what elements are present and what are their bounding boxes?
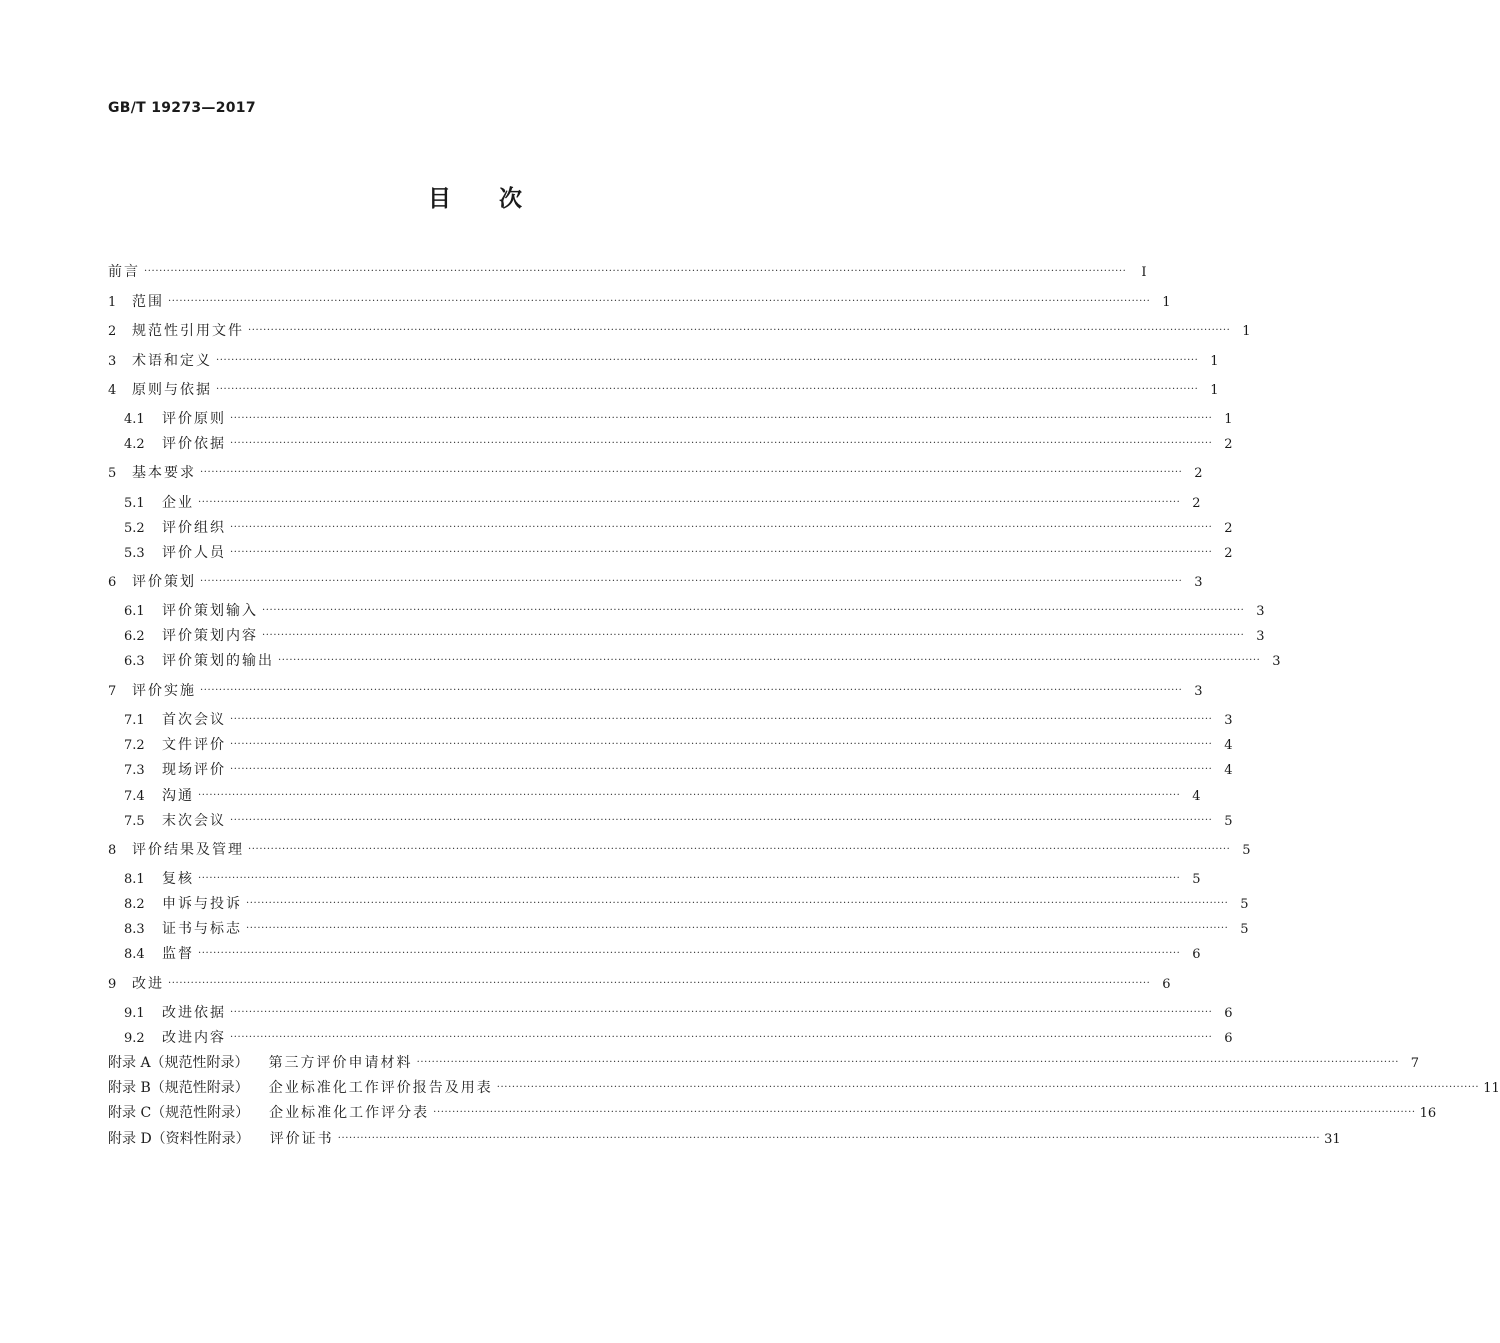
toc-entry-title: 前言 [108, 264, 140, 280]
toc-entry[interactable] [124, 601, 1265, 621]
toc-entry[interactable] [108, 380, 1219, 400]
toc-entry-number: 附录 A（规范性附录） [108, 1055, 249, 1071]
dot-leader: ···································································································································································································································································· [246, 898, 1229, 909]
toc-entry-page: 16 [1419, 1106, 1437, 1121]
toc-entry-page: 5 [1240, 922, 1249, 937]
toc-entry-title: 范围 [132, 294, 164, 310]
toc-entry-page: 3 [1272, 654, 1281, 669]
toc-entry-number: 8.2 [124, 897, 145, 912]
toc-entry-page: 1 [1210, 354, 1219, 369]
toc-entry[interactable] [124, 944, 1201, 964]
dot-leader: ···································································································································································································································································· [230, 547, 1213, 558]
toc-entry[interactable] [124, 1028, 1233, 1048]
dot-leader: ···································································································································································································································································· [230, 522, 1213, 533]
toc-entry-title: 改进依据 [162, 1005, 226, 1021]
page-title: 目次 [428, 186, 570, 212]
toc-entry[interactable] [124, 919, 1249, 939]
toc-entry-title: 文件评价 [162, 737, 226, 753]
toc-entry-page: 2 [1224, 521, 1233, 536]
toc-entry-title: 术语和定义 [132, 353, 212, 369]
toc-entry[interactable] [108, 262, 1147, 282]
toc-entry-number: 2 [108, 324, 117, 339]
toc-entry-page: 4 [1192, 789, 1201, 804]
toc-entry[interactable] [124, 710, 1233, 730]
toc-entry-number: 6.1 [124, 604, 145, 619]
toc-entry[interactable] [124, 869, 1201, 889]
toc-entry-number: 5 [108, 466, 117, 481]
toc-entry-title: 基本要求 [132, 465, 196, 481]
toc-entry-number: 9.2 [124, 1031, 145, 1046]
toc-entry[interactable] [108, 463, 1203, 483]
toc-entry[interactable] [124, 626, 1265, 646]
toc-entry[interactable] [108, 974, 1171, 994]
dot-leader: ···································································································································································································································································· [416, 1057, 1400, 1068]
toc-entry-page: 5 [1192, 872, 1201, 887]
toc-entry-title: 评价策划输入 [162, 603, 258, 619]
toc-entry-title: 规范性引用文件 [132, 323, 244, 339]
toc-entry-page: 3 [1224, 713, 1233, 728]
toc-entry[interactable] [124, 651, 1281, 671]
toc-entry[interactable] [124, 811, 1233, 831]
document-code: GB/T 19273—2017 [108, 100, 256, 116]
toc-entry-page: 11 [1483, 1081, 1500, 1096]
toc-entry-title: 评价策划内容 [162, 628, 258, 644]
dot-leader: ···································································································································································································································································· [262, 605, 1245, 616]
toc-entry[interactable] [108, 1129, 1341, 1149]
toc-entry[interactable] [124, 409, 1233, 429]
toc-entry[interactable] [124, 735, 1233, 755]
toc-entry-number: 7 [108, 684, 117, 699]
toc-entry-title: 第三方评价申请材料 [268, 1055, 413, 1071]
toc-entry[interactable] [124, 786, 1201, 806]
toc-entry-page: 6 [1224, 1031, 1233, 1046]
toc-entry-title: 评价依据 [162, 436, 226, 452]
toc-entry[interactable] [108, 1078, 1500, 1098]
dot-leader: ···································································································································································································································································· [230, 1032, 1213, 1043]
toc-entry-title: 改进 [132, 976, 164, 992]
toc-entry[interactable] [108, 321, 1251, 341]
toc-entry-title: 企业标准化工作评价报告及用表 [268, 1080, 493, 1096]
toc-entry-title: 评价组织 [162, 520, 226, 536]
toc-entry-page: 7 [1410, 1056, 1420, 1071]
toc-entry-page: 6 [1224, 1006, 1233, 1021]
toc-entry-title: 改进内容 [162, 1030, 226, 1046]
toc-entry-page: 1 [1242, 324, 1251, 339]
toc-entry-page: 3 [1256, 604, 1265, 619]
dot-leader: ···································································································································································································································································· [198, 873, 1181, 884]
toc-entry-title: 证书与标志 [162, 921, 242, 937]
dot-leader: ···································································································································································································································································· [248, 325, 1231, 336]
toc-entry-title: 首次会议 [162, 712, 226, 728]
toc-entry-number: 1 [108, 295, 117, 310]
dot-leader: ···································································································································································································································································· [198, 948, 1181, 959]
dot-leader: ···································································································································································································································································· [198, 497, 1181, 508]
toc-entry-number: 9.1 [124, 1006, 145, 1021]
dot-leader: ···································································································································································································································································· [230, 815, 1213, 826]
toc-entry-page: 31 [1324, 1132, 1341, 1147]
toc-entry-page: 3 [1194, 684, 1203, 699]
toc-entry-number: 8.1 [124, 872, 145, 887]
toc-entry-number: 8 [108, 843, 117, 858]
toc-entry-title: 评价实施 [132, 683, 196, 699]
toc-entry-page: 4 [1224, 763, 1233, 778]
toc-entry-number: 4.2 [124, 437, 145, 452]
toc-entry-page: 4 [1224, 738, 1233, 753]
toc-entry-title: 企业 [162, 495, 194, 511]
toc-entry[interactable] [108, 292, 1171, 312]
toc-entry-number: 附录 C（规范性附录） [108, 1105, 250, 1121]
toc-entry[interactable] [108, 351, 1219, 371]
toc-entry[interactable] [108, 572, 1203, 592]
toc-entry-page: 5 [1224, 814, 1233, 829]
toc-entry-number: 8.4 [124, 947, 145, 962]
toc-entry-number: 附录 B（规范性附录） [108, 1080, 249, 1096]
toc-entry-number: 7.1 [124, 713, 145, 728]
toc-entry[interactable] [124, 543, 1233, 563]
toc-entry-page: 6 [1162, 977, 1171, 992]
dot-leader: ···································································································································································································································································· [200, 467, 1183, 478]
toc-entry-title: 现场评价 [162, 762, 226, 778]
toc-entry-number: 4 [108, 383, 117, 398]
toc-entry-number: 5.1 [124, 496, 145, 511]
toc-entry-number: 4.1 [124, 412, 145, 427]
toc-entry-page: 2 [1194, 466, 1203, 481]
toc-entry-title: 企业标准化工作评分表 [269, 1105, 430, 1121]
toc-entry-number: 5.3 [124, 546, 145, 561]
toc-entry-page: 2 [1224, 437, 1233, 452]
toc-entry-title: 复核 [162, 871, 194, 887]
dot-leader: ···································································································································································································································································· [168, 978, 1151, 989]
dot-leader: ···································································································································································································································································· [248, 844, 1231, 855]
toc-entry[interactable] [124, 493, 1201, 513]
toc-entry-number: 9 [108, 977, 117, 992]
dot-leader: ···································································································································································································································································· [246, 923, 1229, 934]
dot-leader: ···································································································································································································································································· [337, 1133, 1321, 1144]
toc-entry[interactable] [108, 1053, 1420, 1073]
dot-leader: ···································································································································································································································································· [216, 355, 1199, 366]
toc-entry-title: 申诉与投诉 [162, 896, 242, 912]
dot-leader: ···································································································································································································································································· [230, 764, 1213, 775]
toc-entry-page: 5 [1242, 843, 1251, 858]
toc-entry-page: 1 [1224, 412, 1233, 427]
toc-entry-page: 2 [1224, 546, 1233, 561]
toc-entry-title: 评价人员 [162, 545, 226, 561]
dot-leader: ···································································································································································································································································· [230, 1007, 1213, 1018]
dot-leader: ···································································································································································································································································· [200, 685, 1183, 696]
toc-entry[interactable] [124, 760, 1233, 780]
toc-entry[interactable] [124, 434, 1233, 454]
dot-leader: ···································································································································································································································································· [216, 384, 1199, 395]
toc-entry-title: 评价证书 [269, 1131, 334, 1147]
toc-entry-number: 7.3 [124, 763, 145, 778]
toc-entry[interactable] [124, 518, 1233, 538]
toc-entry-page: 1 [1210, 383, 1219, 398]
dot-leader: ···································································································································································································································································· [278, 655, 1261, 666]
toc-entry-number: 3 [108, 354, 117, 369]
toc-entry-title: 末次会议 [162, 813, 226, 829]
toc-entry-title: 评价策划的输出 [162, 653, 274, 669]
toc-entry[interactable] [124, 1003, 1233, 1023]
dot-leader: ···································································································································································································································································· [230, 413, 1213, 424]
toc-entry-number: 7.5 [124, 814, 145, 829]
toc-entry-number: 5.2 [124, 521, 145, 536]
dot-leader: ···································································································································································································································································· [433, 1107, 1416, 1118]
dot-leader: ···································································································································································································································································· [230, 714, 1213, 725]
toc-entry-title: 评价策划 [132, 574, 196, 590]
toc-entry-page: Ⅰ [1141, 265, 1147, 280]
toc-entry-number: 7.4 [124, 789, 145, 804]
dot-leader: ···································································································································································································································································· [230, 739, 1213, 750]
toc-entry-title: 评价结果及管理 [132, 842, 244, 858]
toc-entry[interactable] [124, 894, 1249, 914]
dot-leader: ···································································································································································································································································· [230, 438, 1213, 449]
toc-entry[interactable] [108, 681, 1203, 701]
toc-entry-number: 6.2 [124, 629, 145, 644]
toc-entry-page: 6 [1192, 947, 1201, 962]
toc-entry-number: 8.3 [124, 922, 145, 937]
toc-entry-number: 附录 D（资料性附录） [108, 1131, 250, 1147]
dot-leader: ···································································································································································································································································· [144, 266, 1127, 277]
dot-leader: ···································································································································································································································································· [262, 630, 1245, 641]
toc-entry-page: 3 [1256, 629, 1265, 644]
toc-entry-page: 2 [1192, 496, 1201, 511]
toc-entry-number: 7.2 [124, 738, 145, 753]
toc-entry[interactable] [108, 1103, 1437, 1123]
toc-entry-page: 1 [1162, 295, 1171, 310]
dot-leader: ···································································································································································································································································· [496, 1082, 1480, 1093]
toc-entry-page: 3 [1194, 575, 1203, 590]
toc-entry-number: 6.3 [124, 654, 145, 669]
dot-leader: ···································································································································································································································································· [200, 576, 1183, 587]
toc-entry-title: 原则与依据 [132, 382, 212, 398]
toc-entry[interactable] [108, 840, 1251, 860]
toc-entry-title: 沟通 [162, 788, 194, 804]
toc-entry-number: 6 [108, 575, 117, 590]
dot-leader: ···································································································································································································································································· [168, 296, 1151, 307]
toc-entry-page: 5 [1240, 897, 1249, 912]
toc-entry-title: 监督 [162, 946, 194, 962]
toc-entry-title: 评价原则 [162, 411, 226, 427]
dot-leader: ···································································································································································································································································· [198, 790, 1181, 801]
